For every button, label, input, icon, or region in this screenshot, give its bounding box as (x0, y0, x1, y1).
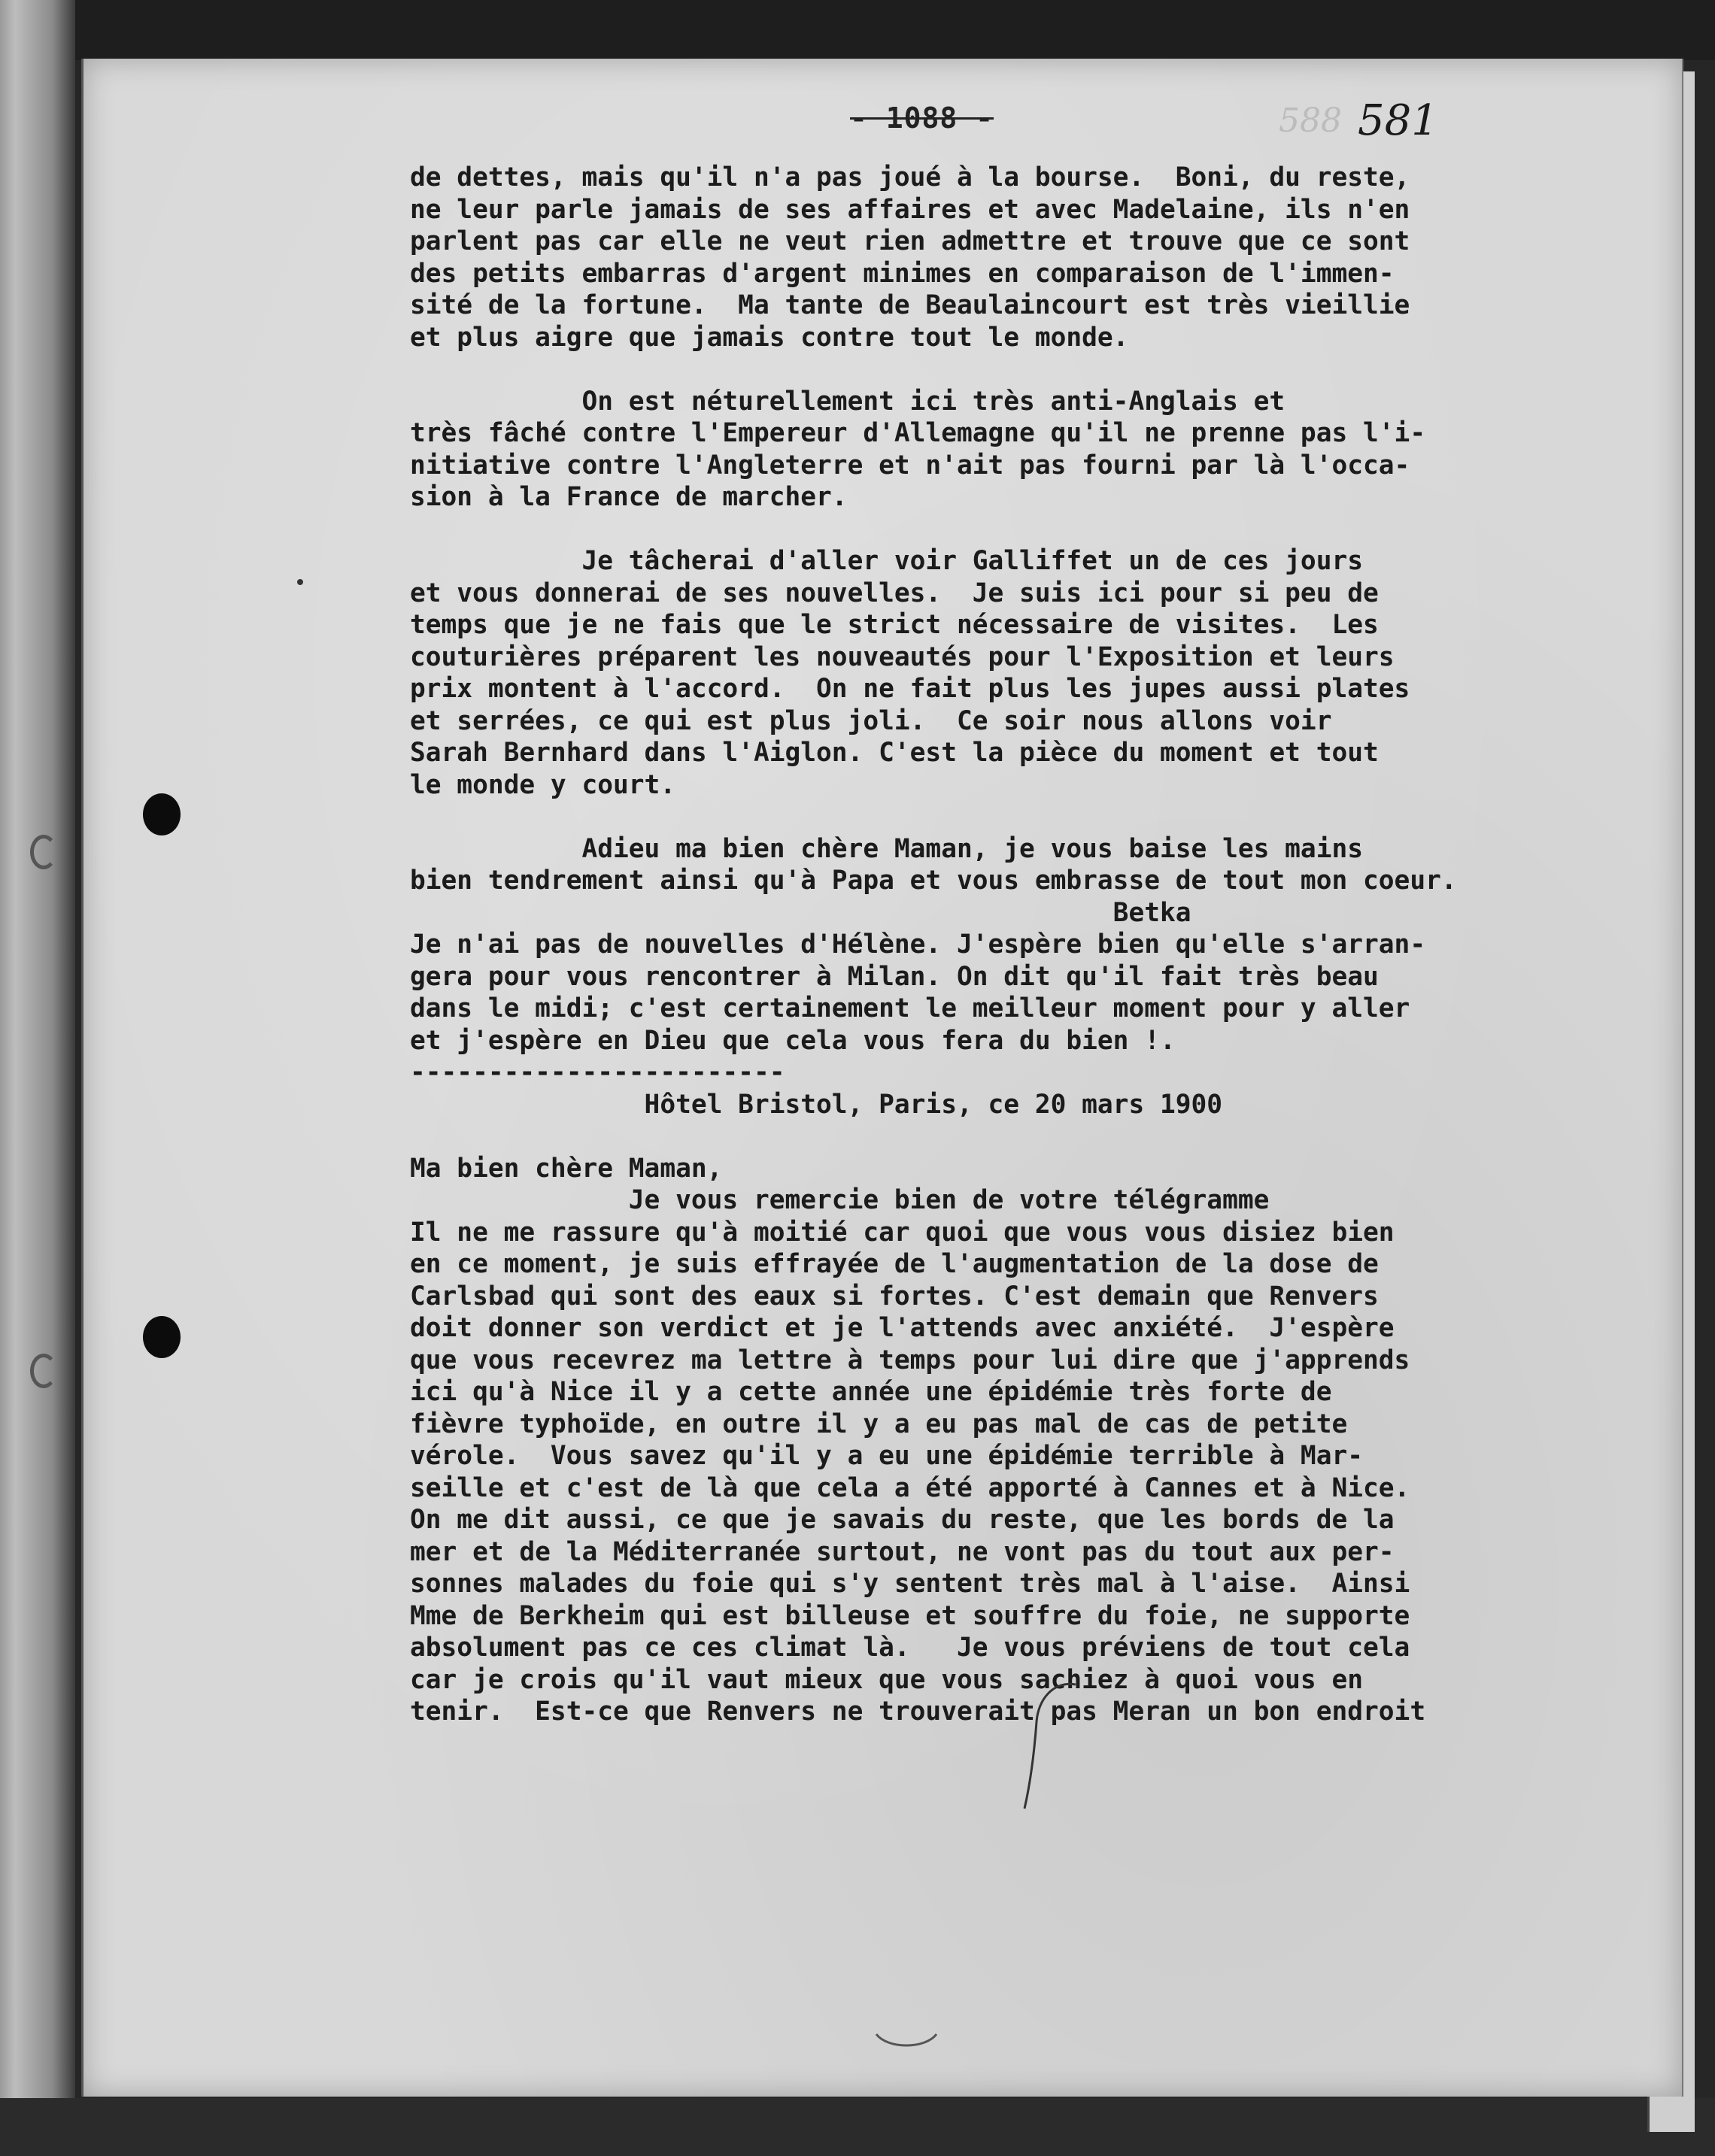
text-line: et j'espère en Dieu que cela vous fera du bien !. (410, 1025, 1176, 1056)
text-line: Il ne me rassure qu'à moitié car quoi que vous vous disiez bien (410, 1217, 1395, 1248)
paragraph-gap (410, 514, 1681, 546)
text-line: le monde y court. (410, 769, 676, 800)
scan-border-bottom (0, 2098, 1715, 2156)
letter-body (410, 162, 1681, 1728)
text-line: Hôtel Bristol, Paris, ce 20 mars 1900 (410, 1089, 1223, 1120)
text-line: bien tendrement ainsi qu'à Papa et vous embrasse de tout mon coeur. (410, 866, 1457, 896)
text-line: et plus aigre que jamais contre tout le monde. (410, 322, 1129, 353)
text-line: Betka (410, 897, 1191, 928)
paragraph-gap (410, 1120, 1681, 1153)
text-line: de dettes, mais qu'il n'a pas joué à la bourse. Boni, du reste, (410, 162, 1410, 193)
text-line: On est néturellement ici très anti-Anglais et (410, 386, 1285, 417)
text-line: sion à la France de marcher. (410, 482, 848, 512)
text-line: car je crois qu'il vaut mieux que vous sachiez à quoi vous en (410, 1664, 1364, 1695)
crossed-page-number: - 1088 - (850, 102, 994, 135)
punch-hole-lower (143, 1316, 181, 1358)
punch-hole-upper (143, 793, 181, 835)
text-line: temps que je ne fais que le strict nécessaire de visites. Les (410, 610, 1379, 640)
text-line: dans le midi; c'est certainement le meilleur moment pour y aller (410, 993, 1410, 1023)
text-line: Carlsbad qui sont des eaux si fortes. C'est demain que Renvers (410, 1281, 1379, 1311)
scan-border-top (0, 0, 1715, 60)
text-line: que vous recevrez ma lettre à temps pour lui dire que j'apprends (410, 1345, 1410, 1375)
text-line: ici qu'à Nice il y a cette année une épidémie très forte de (410, 1377, 1332, 1407)
text-line: Je vous remercie bien de votre télégramme (410, 1185, 1270, 1215)
handwritten-pen-stroke (1023, 1677, 1091, 1812)
paragraph-gap (410, 353, 1681, 386)
paragraph-gap (410, 801, 1681, 833)
text-line: Mme de Berkheim qui est billeuse et souffre du foie, ne supporte (410, 1600, 1410, 1631)
text-line: absolument pas ce ces climat là. Je vous préviens de tout cela (410, 1633, 1410, 1663)
text-line: mer et de la Méditerranée surtout, ne vont pas du tout aux per- (410, 1536, 1395, 1567)
text-line: très fâché contre l'Empereur d'Allemagne qu'il ne prenne pas l'i- (410, 418, 1426, 448)
text-line: Je n'ai pas de nouvelles d'Hélène. J'espère bien qu'elle s'arran- (410, 929, 1426, 960)
text-line: et serrées, ce qui est plus joli. Ce soir nous allons voir (410, 705, 1332, 736)
ink-dot (297, 579, 303, 585)
text-line: sité de la fortune. Ma tante de Beaulaincourt est très vieillie (410, 290, 1410, 320)
text-line: On me dit aussi, ce que je savais du reste, que les bords de la (410, 1505, 1395, 1535)
binder-ring-lower (30, 1354, 57, 1388)
text-line: des petits embarras d'argent minimes en comparaison de l'immen- (410, 258, 1395, 289)
text-line: ne leur parle jamais de ses affaires et avec Madelaine, ils n'en (410, 194, 1410, 225)
text-line: et vous donnerai de ses nouvelles. Je suis ici pour si peu de (410, 578, 1379, 608)
binder-ring-upper (30, 835, 57, 869)
faint-folio-number: 588 (1279, 102, 1342, 140)
text-line: doit donner son verdict et je l'attends avec anxiété. J'espère (410, 1313, 1395, 1343)
text-line: fièvre typhoïde, en outre il y a eu pas mal de cas de petite (410, 1409, 1348, 1439)
text-line: en ce moment, je suis effrayée de l'augmentation de la dose de (410, 1249, 1379, 1279)
text-line: Je tâcherai d'aller voir Galliffet un de ces jours (410, 546, 1364, 576)
text-line: seille et c'est de là que cela a été apporté à Cannes et à Nice. (410, 1472, 1410, 1503)
text-line: tenir. Est-ce que Renvers ne trouverait pas Meran un bon endroit (410, 1697, 1426, 1727)
text-line: nitiative contre l'Angleterre et n'ait pas fourni par là l'occa- (410, 450, 1410, 481)
text-line: parlent pas car elle ne veut rien admettre et trouve que ce sont (410, 226, 1410, 256)
text-line: Sarah Bernhard dans l'Aiglon. C'est la pièce du moment et tout (410, 738, 1379, 768)
text-line: Adieu ma bien chère Maman, je vous baise les mains (410, 833, 1364, 864)
bottom-scan-mark (873, 2030, 940, 2049)
text-line: Ma bien chère Maman, (410, 1153, 723, 1184)
text-line: gera pour vous rencontrer à Milan. On dit qu'il fait très beau (410, 961, 1379, 992)
text-line: ------------------------ (410, 1057, 785, 1087)
handwritten-folio-number: 581 (1358, 96, 1438, 145)
text-line: couturières préparent les nouveautés pour l'Exposition et leurs (410, 641, 1395, 672)
text-line: vérole. Vous savez qu'il y a eu une épidémie terrible à Mar- (410, 1441, 1364, 1471)
scan-border-left (0, 0, 75, 2156)
text-line: sonnes malades du foie qui s'y sentent très mal à l'aise. Ainsi (410, 1569, 1410, 1599)
text-line: prix montent à l'accord. On ne fait plus les jupes aussi plates (410, 674, 1410, 704)
